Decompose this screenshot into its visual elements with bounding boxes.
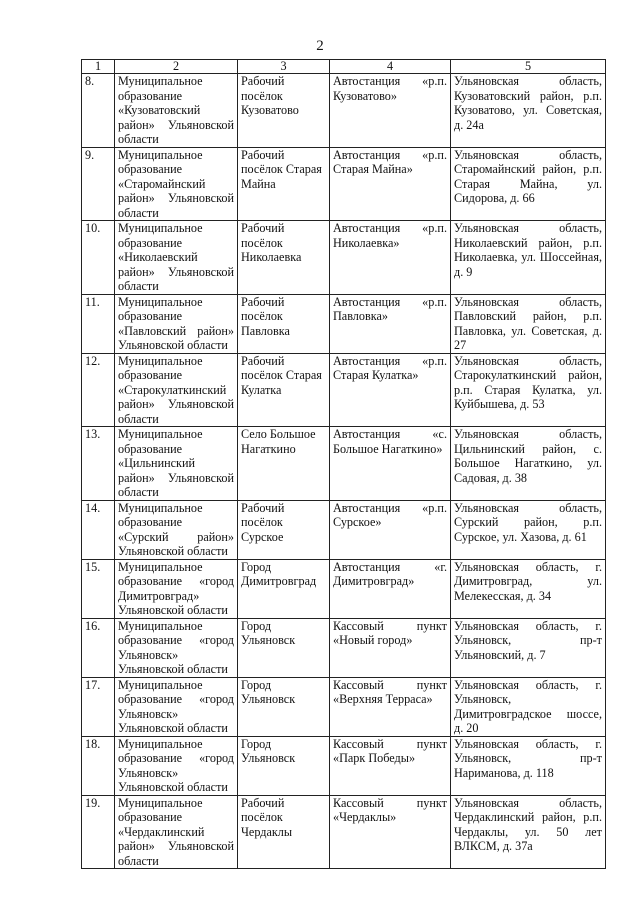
municipal-formation: Муниципальное образование «Чердаклинский район» Ульяновской области [115, 795, 238, 869]
header-col-3: 3 [238, 60, 330, 74]
row-number: 18. [82, 736, 115, 795]
row-number: 16. [82, 618, 115, 677]
header-col-4: 4 [330, 60, 451, 74]
header-col-2: 2 [115, 60, 238, 74]
station-name: Автостанция «р.п. Павловка» [330, 294, 451, 353]
table-row [82, 147, 606, 221]
settlement: Город Димитровград [238, 559, 330, 618]
address: Ульяновская область, Кузоватовский район, р.п. Кузоватово, ул. Советская, д. 24а [451, 74, 606, 148]
row-number: 19. [82, 795, 115, 869]
row-number: 9. [82, 147, 115, 221]
station-name: Автостанция «г. Димитровград» [330, 559, 451, 618]
station-name: Автостанция «р.п. Николаевка» [330, 221, 451, 295]
table-body [82, 74, 606, 869]
station-name: Кассовый пункт «Парк Победы» [330, 736, 451, 795]
row-number: 15. [82, 559, 115, 618]
station-name: Кассовый пункт «Новый город» [330, 618, 451, 677]
address: Ульяновская область, г. Ульяновск, пр-т Нариманова, д. 118 [451, 736, 606, 795]
address: Ульяновская область, Старокулаткинский район, р.п. Старая Кулатка, ул. Куйбышева, д. 53 [451, 353, 606, 427]
settlement: Рабочий посёлок Чердаклы [238, 795, 330, 869]
settlement: Город Ульяновск [238, 618, 330, 677]
municipal-formation: Муниципальное образование «город Ульяновск» Ульяновской области [115, 677, 238, 736]
row-number: 8. [82, 74, 115, 148]
municipal-formation: Муниципальное образование «город Ульяновск» Ульяновской области [115, 618, 238, 677]
table-row [82, 795, 606, 869]
station-name: Автостанция «р.п. Старая Майна» [330, 147, 451, 221]
address: Ульяновская область, Сурский район, р.п. Сурское, ул. Хазова, д. 61 [451, 500, 606, 559]
address: Ульяновская область, г. Димитровград, ул. Мелекесская, д. 34 [451, 559, 606, 618]
address: Ульяновская область, г. Ульяновск, пр-т Ульяновский, д. 7 [451, 618, 606, 677]
settlement: Город Ульяновск [238, 677, 330, 736]
station-name: Кассовый пункт «Чердаклы» [330, 795, 451, 869]
header-col-1: 1 [82, 60, 115, 74]
table-header-row [82, 60, 606, 74]
address: Ульяновская область, Цильнинский район, с. Большое Нагаткино, ул. Садовая, д. 38 [451, 427, 606, 501]
settlement: Рабочий посёлок Николаевка [238, 221, 330, 295]
row-number: 10. [82, 221, 115, 295]
address: Ульяновская область, г. Ульяновск, Димитровградское шоссе, д. 20 [451, 677, 606, 736]
municipal-formation: Муниципальное образование «Цильнинский район» Ульяновской области [115, 427, 238, 501]
settlement: Рабочий посёлок Старая Майна [238, 147, 330, 221]
address: Ульяновская область, Николаевский район, р.п. Николаевка, ул. Шоссейная, д. 9 [451, 221, 606, 295]
station-name: Автостанция «р.п. Сурское» [330, 500, 451, 559]
address: Ульяновская область, Старомайнский район, р.п. Старая Майна, ул. Сидорова, д. 66 [451, 147, 606, 221]
page-number: 2 [316, 38, 324, 54]
row-number: 14. [82, 500, 115, 559]
row-number: 17. [82, 677, 115, 736]
municipal-formation: Муниципальное образование «Кузоватовский район» Ульяновской области [115, 74, 238, 148]
station-name: Кассовый пункт «Верхняя Терраса» [330, 677, 451, 736]
table-row [82, 559, 606, 618]
station-name: Автостанция «р.п. Старая Кулатка» [330, 353, 451, 427]
settlement: Рабочий посёлок Павловка [238, 294, 330, 353]
row-number: 11. [82, 294, 115, 353]
table-row [82, 221, 606, 295]
municipal-formation: Муниципальное образование «Павловский район» Ульяновской области [115, 294, 238, 353]
municipal-formation: Муниципальное образование «Старокулаткинский район» Ульяновской области [115, 353, 238, 427]
address: Ульяновская область, Чердаклинский район, р.п. Чердаклы, ул. 50 лет ВЛКСМ, д. 37а [451, 795, 606, 869]
row-number: 12. [82, 353, 115, 427]
table-row [82, 677, 606, 736]
settlement: Рабочий посёлок Старая Кулатка [238, 353, 330, 427]
table-row [82, 353, 606, 427]
settlement: Рабочий посёлок Сурское [238, 500, 330, 559]
settlement: Город Ульяновск [238, 736, 330, 795]
table-row [82, 736, 606, 795]
settlement: Рабочий посёлок Кузоватово [238, 74, 330, 148]
municipal-formation: Муниципальное образование «город Ульяновск» Ульяновской области [115, 736, 238, 795]
table-row [82, 427, 606, 501]
table-row [82, 294, 606, 353]
header-col-5: 5 [451, 60, 606, 74]
settlement: Село Большое Нагаткино [238, 427, 330, 501]
address: Ульяновская область, Павловский район, р.п. Павловка, ул. Советская, д. 27 [451, 294, 606, 353]
station-name: Автостанция «с. Большое Нагаткино» [330, 427, 451, 501]
table-row [82, 500, 606, 559]
municipal-formation: Муниципальное образование «Старомайнский район» Ульяновской области [115, 147, 238, 221]
municipal-formation: Муниципальное образование «Николаевский район» Ульяновской области [115, 221, 238, 295]
station-name: Автостанция «р.п. Кузоватово» [330, 74, 451, 148]
stations-table [81, 59, 606, 869]
table-row [82, 618, 606, 677]
municipal-formation: Муниципальное образование «город Димитровград» Ульяновской области [115, 559, 238, 618]
row-number: 13. [82, 427, 115, 501]
municipal-formation: Муниципальное образование «Сурский район» Ульяновской области [115, 500, 238, 559]
table-row [82, 74, 606, 148]
